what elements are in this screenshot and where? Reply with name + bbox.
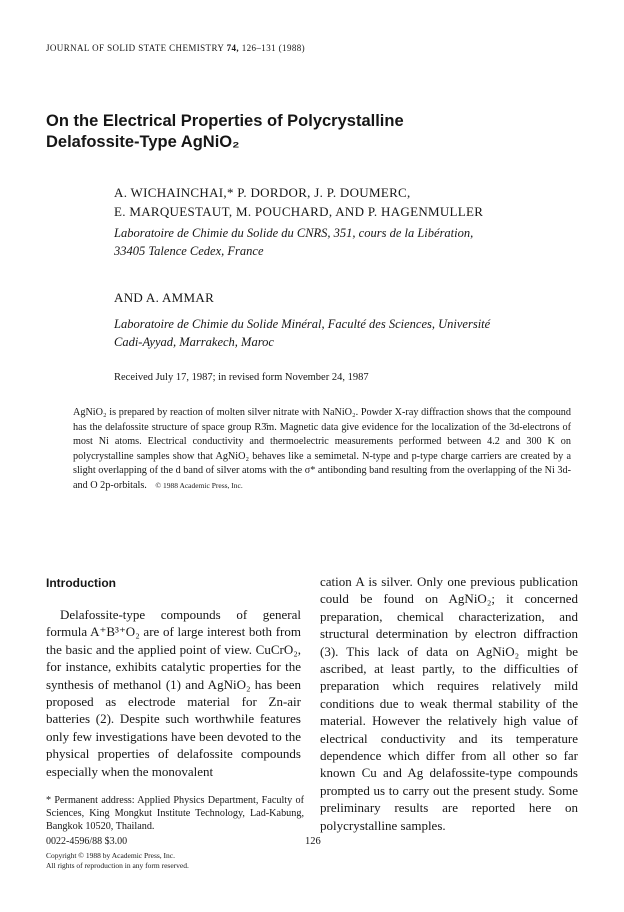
- paper-title: [46, 111, 526, 153]
- affiliation-1-line-2: 33405 Talence Cedex, France: [114, 244, 264, 258]
- journal-name: JOURNAL OF SOLID STATE CHEMISTRY: [46, 43, 224, 53]
- affiliation-1-line-1: Laboratoire de Chimie du Solide du CNRS, 351, cours de la Libération,: [114, 226, 474, 240]
- footnote: * Permanent address: Applied Physics Department, Faculty of Sciences, King Mongkut Institute Technology, Lad-Kabung, Bangkok 10520, Thailand.: [46, 795, 304, 833]
- abstract-text: AgNiO₂ is prepared by reaction of molten silver nitrate with NaNiO₂. Powder X-ray diffraction shows that the compound has the delafossite structure of space group R3̄m. Magnetic data give evidence for the localization of the 3d-electrons of most Ni atoms. Electrical conductivity and thermoelectric measurements performed between 4.2 and 300 K on polycrystalline samples show that AgNiO₂ behaves like a semimetal. N-type and p-type charge carriers are created by a slight overlapping of the d band of silver atoms with the σ* antibonding band resulting from the overlapping of the Ni 3d- and O 2p-orbitals.: [73, 407, 571, 491]
- journal-volume: 74,: [226, 43, 240, 53]
- title-line-2: Delafossite-Type AgNiO₂: [46, 133, 240, 151]
- abstract: [73, 406, 571, 494]
- introduction-column-1: Delafossite-type compounds of general formula A⁺B³⁺O₂ are of large interest both from the basic and the applied point of view. CuCrO₂, for instance, exhibits catalytic properties for the synthesis of methanol (1) and AgNiO₂ has been proposed as electrode material for Zn-air batteries (2). Despite such worthwhile features only few investigations have been devoted to the physical properties of delafossite compounds especially when the monovalent: [46, 607, 301, 779]
- affiliation-2-line-1: Laboratoire de Chimie du Solide Minéral, Faculté des Sciences, Université: [114, 317, 491, 331]
- authors-line-1: A. WICHAINCHAI,* P. DORDOR, J. P. DOUMERC,: [114, 185, 411, 200]
- bottom-copyright: Copyright © 1988 by Academic Press, Inc.: [46, 851, 176, 860]
- abstract-copyright: © 1988 Academic Press, Inc.: [155, 480, 243, 490]
- second-author: AND A. AMMAR: [114, 290, 215, 305]
- issn-price: 0022-4596/88 $3.00: [46, 836, 128, 847]
- affiliation-2-line-2: Cadi-Ayyad, Marrakech, Maroc: [114, 335, 274, 349]
- page-number: 126: [305, 836, 321, 847]
- affiliation-1: [114, 224, 473, 260]
- rights-notice: All rights of reproduction in any form reserved.: [46, 861, 189, 870]
- journal-header: [46, 43, 305, 53]
- author-list: [114, 183, 483, 221]
- section-heading-introduction: Introduction: [46, 576, 116, 590]
- introduction-column-2: cation A is silver. Only one previous publication could be found on AgNiO₂; it concerned preparation, chemical characterization, and structural determination by electron diffraction (3). This lack of data on AgNiO₂ might be ascribed, at least partly, to the difficulties of preparation which requires relatively mild conditions due to weak thermal stability of the material. However the relatively high value of electrical conductivity and its temperature dependence which differ from all other so far known Cu and Ag delafossite-type compounds prompted us to carry out the present study. Some preliminary results are reported here on polycrystalline samples.: [320, 574, 578, 833]
- affiliation-2: [114, 315, 490, 351]
- authors-line-2: E. MARQUESTAUT, M. POUCHARD, AND P. HAGENMULLER: [114, 204, 484, 219]
- journal-pages-year: 126–131 (1988): [241, 43, 306, 53]
- received-date: Received July 17, 1987; in revised form November 24, 1987: [114, 372, 369, 383]
- title-line-1: On the Electrical Properties of Polycrystalline: [46, 112, 404, 130]
